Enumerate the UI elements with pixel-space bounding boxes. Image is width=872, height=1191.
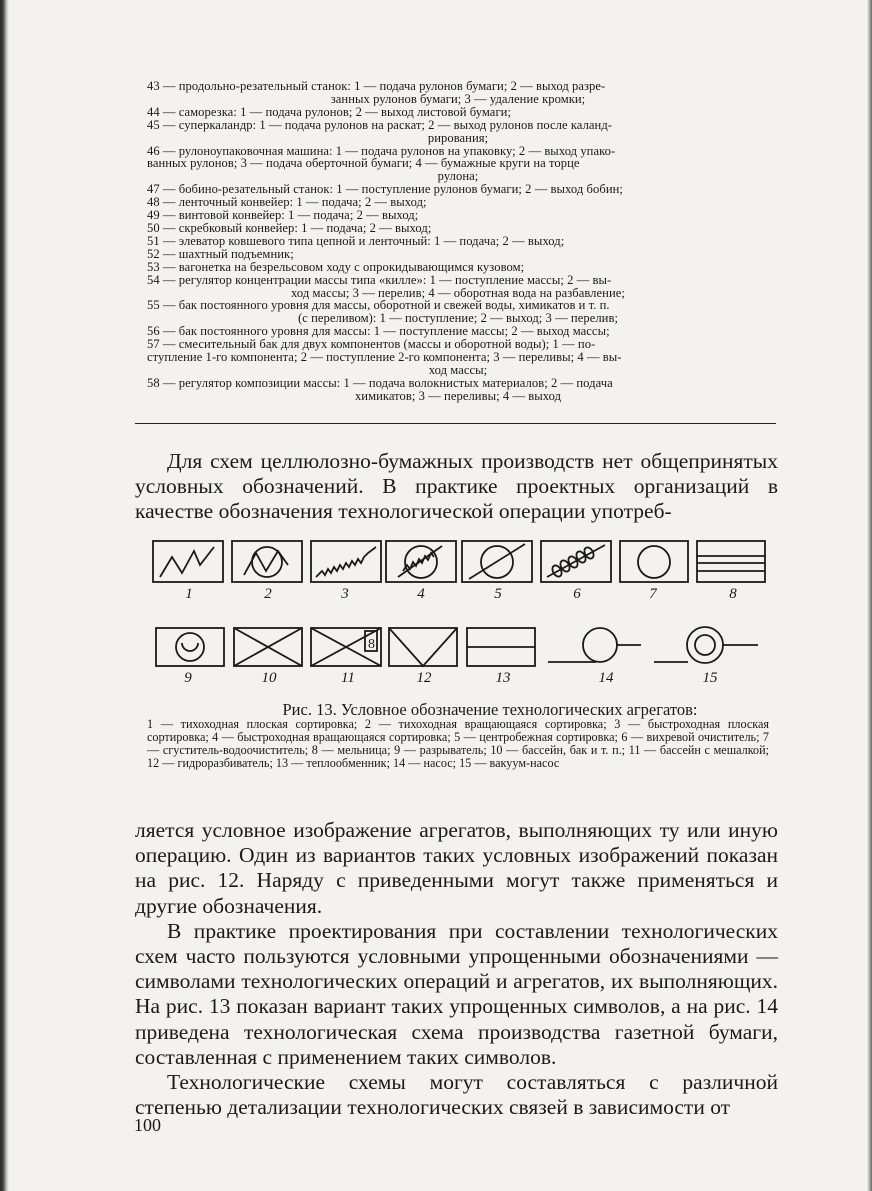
symbol-pulper bbox=[156, 628, 224, 666]
symbol-pump bbox=[548, 628, 641, 662]
symbol-refiner bbox=[697, 541, 765, 582]
legend-line: 48 — ленточный конвейер: 1 — подача; 2 — выход; bbox=[147, 195, 427, 210]
scan-edge-left bbox=[0, 0, 9, 1191]
symbol-label: 6 bbox=[573, 586, 581, 602]
figure-caption: Рис. 13. Условное обозначение технологических агрегатов: bbox=[282, 700, 698, 719]
scan-edge-right bbox=[867, 0, 872, 1191]
paragraph-block-2 bbox=[135, 818, 778, 1120]
legend-line: 45 — суперкаландр: 1 — подача рулонов на раскат; 2 — выход рулонов после каланд- bbox=[147, 117, 613, 132]
legend-line: 46 — рулоноупаковочная машина: 1 — подача рулонов на упаковку; 2 — выход упако- bbox=[147, 143, 616, 158]
legend-line: химикатов; 3 — переливы; 4 — выход bbox=[354, 388, 562, 403]
figure-legend bbox=[147, 718, 769, 770]
legend-line: 55 — бак постоянного уровня для массы, оборотной и свежей воды, химикатов и т. п. bbox=[147, 298, 610, 313]
symbol-label: 3 bbox=[341, 586, 349, 602]
symbol-label: 8 bbox=[729, 586, 737, 602]
legend-line: 54 — регулятор концентрации массы типа «килле»: 1 — поступление массы; 2 — вы- bbox=[147, 272, 612, 287]
symbol-label: 7 bbox=[649, 586, 657, 602]
legend-line: 47 — бобино-резательный станок: 1 — поступление рулонов бумаги; 2 — выход бобин; bbox=[147, 182, 623, 197]
section-divider bbox=[135, 423, 776, 424]
symbol-label: 11 bbox=[341, 670, 355, 685]
symbol-tank bbox=[234, 628, 302, 666]
page-number: 100 bbox=[134, 1115, 161, 1135]
legend-line: (с переливом): 1 — поступление; 2 — выход; 3 — перелив; bbox=[297, 311, 618, 326]
symbol-label: 4 bbox=[417, 586, 425, 602]
symbol-fast-flat-screen bbox=[311, 541, 381, 582]
legend-line: 50 — скребковый конвейер: 1 — подача; 2 — выход; bbox=[147, 220, 432, 235]
legend-line: 57 — смесительный бак для двух компонентов (массы и оборотной воды); 1 — по- bbox=[147, 337, 596, 352]
symbol-label: 2 bbox=[264, 586, 272, 602]
legend-line: 56 — бак постоянного уровня для массы: 1 — поступление массы; 2 — выход массы; bbox=[147, 324, 610, 339]
symbol-hydrapulper bbox=[389, 628, 457, 666]
figure-13-drawing bbox=[148, 535, 773, 685]
symbol-label: 14 bbox=[598, 670, 614, 685]
legend-line: 51 — элеватор ковшевого типа цепной и ленточный: 1 — подача; 2 — выход; bbox=[147, 233, 565, 248]
legend-line: занных рулонов бумаги; 3 — удаление кромки; bbox=[330, 91, 586, 106]
paragraph-block-1 bbox=[135, 449, 778, 525]
symbol-heat-exchanger bbox=[467, 628, 535, 666]
legend-line: рирования; bbox=[427, 130, 489, 145]
symbol-centrifugal-screen bbox=[462, 541, 532, 582]
symbol-label: 1 bbox=[185, 586, 193, 602]
symbol-label: 5 bbox=[494, 586, 502, 602]
symbol-tank-with-agitator bbox=[311, 628, 381, 666]
symbol-label: 15 bbox=[702, 670, 718, 685]
legend-line: 53 — вагонетка на безрельсовом ходу с опрокидывающимся кузовом; bbox=[147, 259, 525, 274]
legend-line: 49 — винтовой конвейер: 1 — подача; 2 — выход; bbox=[147, 208, 419, 223]
legend-line: 52 — шахтный подъемник; bbox=[147, 246, 294, 261]
figure-13 bbox=[148, 535, 773, 685]
legend-top bbox=[147, 80, 769, 403]
paragraph: В практике проектирования при составлении технологических схем часто пользуются условными упрощенными обозначениями — символами технологических операций и агрегатов, их выполняющих. На рис. 13 показан вариант таких упрощенных символов, а на рис. 14 приведена технологическая схема производства газетной бумаги, составленная с применением таких символов. bbox=[135, 918, 778, 1069]
paragraph: Для схем целлюлозно-бумажных производств нет общепринятых условных обозначений. В практике проектных организаций в качестве обозначения технологической операции употреб- bbox=[135, 449, 778, 524]
legend-line: 44 — саморезка: 1 — подача рулонов; 2 — выход листовой бумаги; bbox=[147, 104, 512, 119]
symbol-thickener bbox=[620, 541, 688, 582]
figure-legend-text: 1 — тихоходная плоская сортировка; 2 — тихоходная вращающаяся сортировка; 3 — быстроходная плоская сортировка; 4 — быстроходная вращающаяся сортировка; 5 — центробежная сортировка; 6 — вихревой очиститель; 7 — сгуститель-водоочиститель; 8 — мельница; 9 — разрыватель; 10 — бассейн, бак и т. п.; 11 — бассейн с мешалкой; 12 — гидроразбиватель; 13 — теплообменник; 14 — насос; 15 — вакуум-насос bbox=[147, 717, 769, 770]
svg-text:8: 8 bbox=[368, 637, 375, 652]
legend-line: ход массы; bbox=[428, 362, 488, 377]
symbol-slow-flat-screen bbox=[153, 541, 223, 582]
legend-line: ступление 1-го компонента; 2 — поступление 2-го компонента; 3 — переливы; 4 — вы- bbox=[147, 350, 622, 365]
symbol-label: 13 bbox=[495, 670, 511, 685]
symbol-vacuum-pump bbox=[654, 627, 758, 663]
symbol-label: 12 bbox=[416, 670, 432, 685]
symbol-label: 9 bbox=[184, 670, 192, 685]
symbol-label: 10 bbox=[261, 670, 277, 685]
legend-line: 43 — продольно-резательный станок: 1 — подача рулонов бумаги; 2 — выход разре- bbox=[147, 79, 606, 93]
symbol-slow-rotary-screen bbox=[232, 541, 302, 582]
symbol-fast-rotary-screen bbox=[386, 541, 456, 582]
legend-line: ванных рулонов; 3 — подача оберточной бумаги; 4 — бумажные круги на торце bbox=[147, 156, 580, 171]
legend-line: рулона; bbox=[437, 169, 479, 184]
legend-line: 58 — регулятор композиции массы: 1 — подача волокнистых материалов; 2 — подача bbox=[147, 375, 613, 390]
legend-line: ход массы; 3 — перелив; 4 — оборотная вода на разбавление; bbox=[291, 285, 625, 300]
symbol-vortex-cleaner bbox=[541, 541, 611, 582]
paragraph: ляется условное изображение агрегатов, выполняющих ту или иную операцию. Один из вариантов таких условных изображений показан на рис. 12. Наряду с приведенными могут также применяться и другие обозначения. bbox=[135, 818, 778, 918]
paragraph: Технологические схемы могут составляться с различной степенью детализации технологических связей в зависимости от bbox=[135, 1070, 778, 1120]
